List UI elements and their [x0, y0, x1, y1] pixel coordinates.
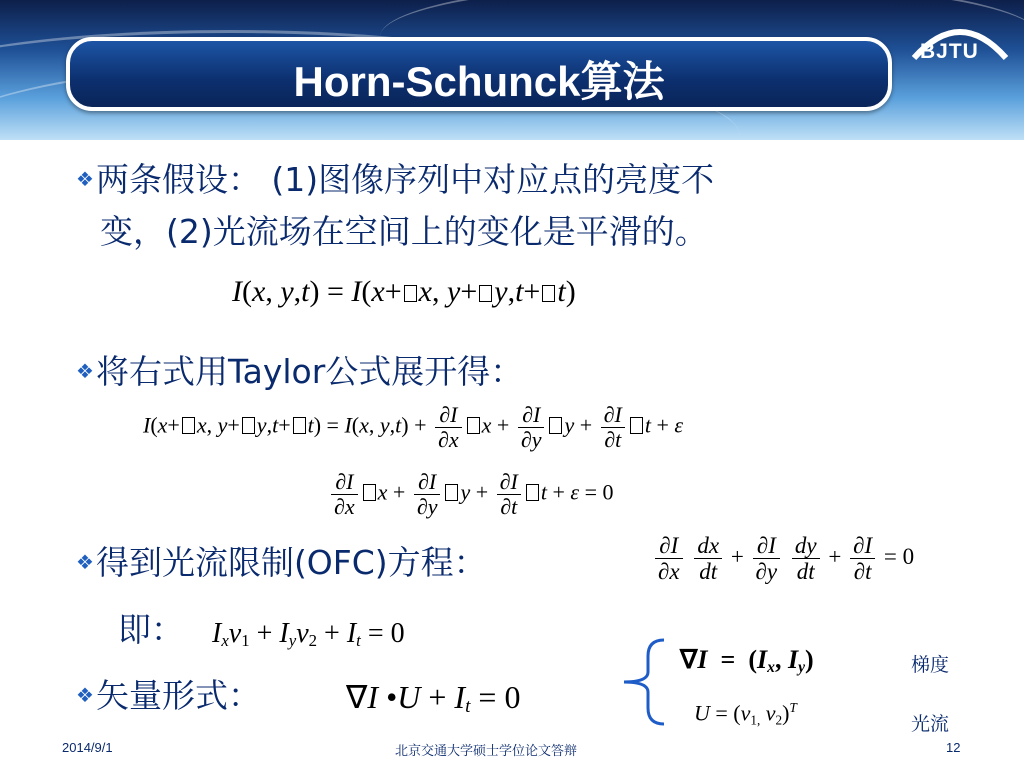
bullet-taylor	[76, 352, 523, 397]
bullet-text: 将右式用Taylor公式展开得：	[95, 352, 524, 391]
footer-date: 2014/9/1	[62, 740, 113, 755]
bullet-text: 即：	[118, 610, 184, 649]
bullet-text: 矢量形式：	[95, 676, 261, 715]
bullet-text: 变，(2)光流场在空间上的变化是平滑的。	[100, 212, 708, 251]
curly-bracket-icon	[618, 636, 668, 728]
diamond-bullet-icon: ❖	[76, 552, 94, 574]
bullet-ofc	[76, 543, 487, 588]
bullet-namely	[118, 610, 184, 650]
gradient-equation: $\nabla I = (I_x$, $I_y$)	[680, 645, 814, 676]
taylor-residual-equation: $\frac{\partial I}{\partial x}$ x + $\frac{\partial I}{\partial y}$ y + $\frac{\partial I}{\partial t}$ t + ε = 0	[328, 470, 614, 519]
diamond-bullet-icon: ❖	[76, 169, 94, 191]
title-bar	[66, 37, 892, 111]
footer-institution: 北京交通大学硕士学位论文答辩	[395, 744, 578, 759]
brightness-constancy-equation: I(x, y,t) = I(x+ x, y+ y,t+ t)	[232, 275, 576, 308]
ofc-equation: $\frac{\partial I}{\partial x}$ $\frac{dx}{dt}$ + $\frac{\partial I}{\partial y}$ $\frac{dy}{dt}$ + $\frac{\partial I}{\partial t}$ = 0	[652, 533, 914, 585]
flow-label: 光流	[911, 713, 950, 735]
gradient-label: 梯度	[911, 654, 950, 676]
logo-text: BJTU	[920, 40, 979, 63]
bullet-vector-form	[76, 676, 261, 721]
bullet-assumptions	[76, 160, 714, 205]
bullet-text: 得到光流限制(OFC)方程：	[95, 543, 487, 582]
vector-form-equation: ∇I •U + $I_t = 0$	[346, 679, 521, 717]
diamond-bullet-icon: ❖	[76, 361, 94, 383]
bullet-assumptions-line2	[100, 212, 708, 252]
slide-title: Horn-Schunck算法	[293, 58, 665, 105]
taylor-expansion-equation: I(x+ x, y+ y,t+ t) = I(x, y,t) + $\frac{\partial I}{\partial x}$ x + $\frac{\partial I}{\partial y}$ y + $\frac{\partial I}{\partial t}$ t + ε	[143, 402, 684, 453]
bullet-text: 两条假设： (1)图像序列中对应点的亮度不	[95, 160, 715, 199]
ofc-compact-equation: $I_xv_1 + I_yv_2 + I_t = 0$	[212, 618, 405, 650]
flow-vector-equation: $U = (v_{1,}$ $v_2)^T$	[694, 700, 797, 728]
footer-page-number: 12	[946, 740, 961, 755]
diamond-bullet-icon: ❖	[76, 685, 94, 707]
